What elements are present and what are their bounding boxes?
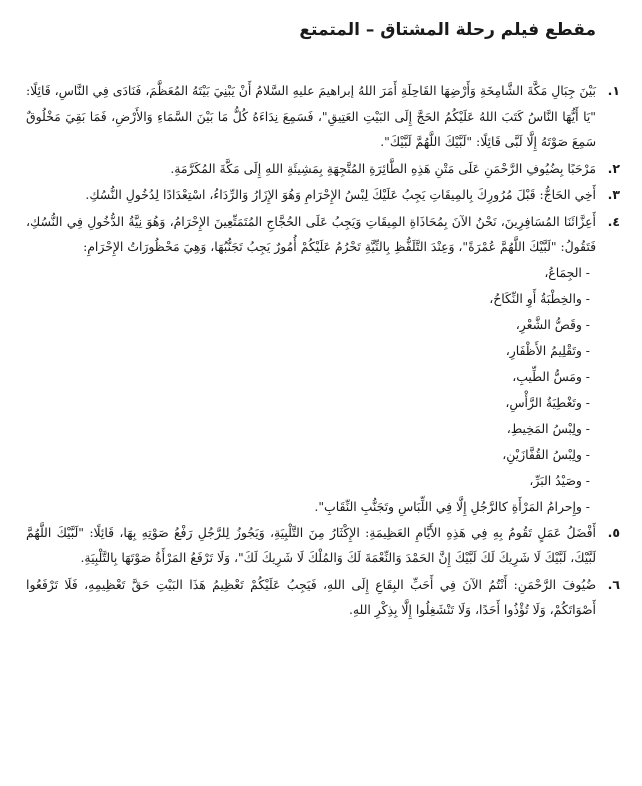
list-item-6 — [26, 572, 620, 623]
list-item-5 — [26, 520, 620, 571]
item-text: ضُيُوفَ الرَّحْمَنِ: أَنْتُمُ الآنَ فِي أَحَبِّ البِقَاعِ إِلَى اللهِ، فَيَجِبُ عَلَيْكُمْ تَعْظِيمُ هَذَا البَيْتِ حَقَّ تَعْظِيمِهِ، فَلَا تَرْفَعُوا أَصْوَاتَكُمْ، وَلَا تُؤْذُوا أَحَدًا، وَلَا تَنْشَغِلُوا إِلَّا بِذِكْرِ اللهِ. — [26, 576, 596, 617]
prohibition-item: - والخِطْبَةُ أَوِ النِّكَاحُ، — [489, 290, 590, 306]
item-text: أَخِي الحَاجُّ: قَبْلَ مُرُورِكَ بِالمِيقَاتِ يَجِبُ عَلَيْكَ لِبْسُ الإِحْرَامِ وَهُوَ الإِزَارُ وَالرِّدَاءُ، اسْتِعْدَادًا لِدُخُولِ النُّسُكِ. — [85, 187, 596, 202]
prohibition-item: - وصَيْدُ البَرِّ، — [529, 472, 590, 488]
item-text: بَيْنَ جِبَالِ مَكَّةَ الشَّامِخَةِ وَأَرْضِهَا القَاحِلَةِ أَمَرَ اللهُ إبراهيمَ عليهِ السَّلامُ أَنْ يَبْنِيَ بَيْتَهُ المُعَظَّمَ، فَنَادَى فِي النَّاسِ، قَائِلًا: "يَا أَيُّهَا النَّاسُ كَتَبَ اللهُ عَلَيْكُمُ الحَجَّ إِلَى البَيْتِ العَتِيقِ"، فَسَمِعَ نِدَاءَهُ كُلُّ مَا بَيْنَ السَّمَاءِ وَالأَرْضِ، فَمَا بَقِيَ مَخْلُوقٌ سَمِعَ صَوْتَهُ إِلَّا لَبَّى قَائِلًا: "لَبَّيْكَ اللَّهُمَّ لَبَّيْكَ". — [26, 83, 596, 149]
prohibition-item: - ومَسُّ الطِّيبِ، — [512, 368, 590, 384]
page-title: مقطع فيلم رحلة المشتاق – المتمتع — [299, 20, 596, 40]
list-item-3 — [26, 182, 620, 208]
list-item-1 — [26, 78, 620, 155]
item-number: ٥. — [607, 524, 620, 540]
prohibition-item: - وإِحرامُ المَرْأَةِ كالرَّجُلِ إِلَّا فِي اللِّبَاسِ وتَجَنُّبِ النِّقَابِ". — [314, 498, 590, 514]
prohibition-item: - وتَقْلِيمُ الأَظْفَارِ، — [505, 342, 590, 358]
item-text: أَفْضَلُ عَمَلٍ تَقُومُ بِهِ فِي هَذِهِ الأَيَّامِ العَظِيمَةِ: الإِكْثَارُ مِنَ التَّلْبِيَةِ، وَيَجُوزُ لِلرَّجُلِ رَفْعُ صَوْتِهِ بِهَا، قَائِلًا: "لَبَّيْكَ اللَّهُمَّ لَبَّيْكَ، لَبَّيْكَ لَا شَرِيكَ لَكَ لَبَّيْكَ إِنَّ الحَمْدَ وَالنِّعْمَةَ لَكَ وَالمُلْكَ لَا شَرِيكَ لَكَ"، وَلَا تَرْفَعُ المَرْأَةُ صَوْتَهَا بِالتَّلْبِيَةِ. — [26, 524, 596, 565]
item-number: ٢. — [607, 160, 620, 176]
list-item-2 — [26, 156, 620, 182]
prohibition-item: - الجِمَاعُ، — [544, 264, 590, 280]
numbered-list — [26, 78, 620, 623]
prohibition-item: - وقَصُّ الشَّعْرِ، — [515, 316, 590, 332]
prohibitions-list — [26, 260, 596, 520]
item-text: مَرْحَبًا بِضُيُوفِ الرَّحْمَنِ عَلَى مَتْنِ هَذِهِ الطَّائِرَةِ المُتَّجِهَةِ بِمَشِيئَةِ اللهِ إِلَى مَكَّةَ المُكَرَّمَةِ. — [170, 160, 596, 176]
prohibition-item: - ولِبْسُ المَخِيطِ، — [506, 420, 590, 436]
prohibition-item: - وتَغْطِيَةُ الرَّأْسِ، — [505, 394, 590, 410]
item-text: أَعِزَّائَنَا المُسَافِرِينَ، نَحْنُ الآنَ بِمُحَاذَاةِ المِيقَاتِ وَيَجِبُ عَلَى الحُجَّاجِ المُتَمَتِّعِينَ الإِحْرَامُ، وَهُوَ نِيَّةُ الدُّخُولِ فِي النُّسُكِ، فَتَقُولُ: "لَبَّيْكَ اللَّهُمَّ عُمْرَةً"، وَعِنْدَ التَّلَفُّظِ بِالنِّيَّةِ تَحْرُمُ عَلَيْكُمْ أُمُورٌ يَجِبُ تَجَنُّبُهَا، وَهِيَ مَحْظُورَاتُ الإِحْرَامِ: — [26, 213, 596, 254]
item-number: ٦. — [607, 576, 620, 592]
list-item-4 — [26, 209, 620, 520]
item-number: ١. — [607, 83, 620, 98]
item-number: ٣. — [607, 187, 620, 202]
item-number: ٤. — [607, 213, 620, 229]
prohibition-item: - ولِبْسُ القُفَّازَيْنِ، — [502, 446, 590, 462]
